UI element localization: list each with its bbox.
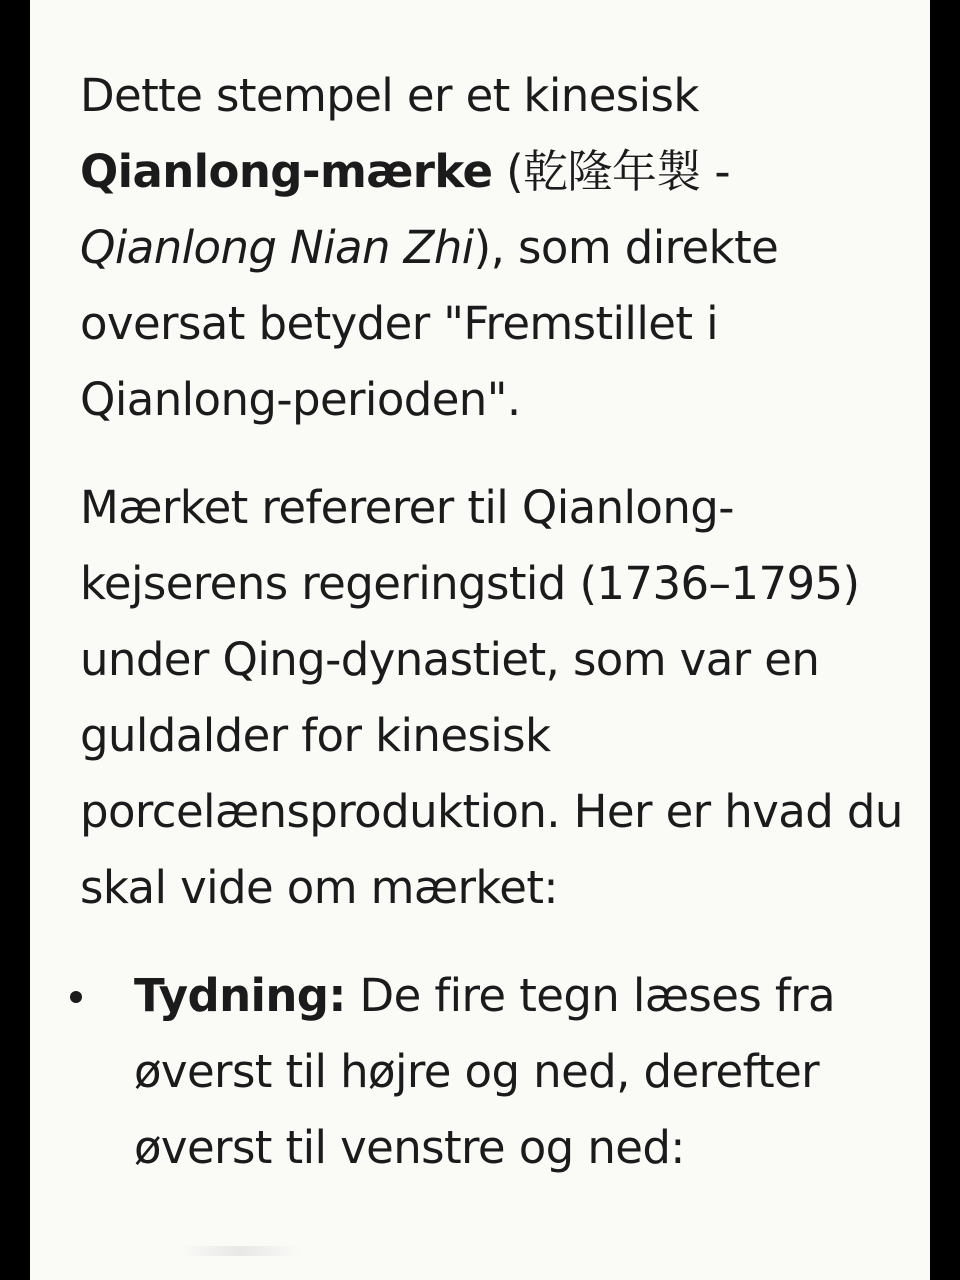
list-item — [80, 958, 910, 1186]
list-item-text: De fire tegn læses fra øverst til højre og ned, derefter øverst til venstre og ned: — [134, 969, 836, 1174]
romanization: Qianlong Nian Zhi — [80, 221, 474, 274]
paragraph-context: Mærket refererer til Qianlong-kejserens regeringstid (1736–1795) under Qing-dynastiet, som var en guldalder for kinesisk porcelænsproduktion. Her er hvad du skal vide om mærket: — [80, 481, 903, 914]
article-body — [80, 58, 910, 1186]
chinese-characters: (乾隆年製 - — [492, 145, 731, 198]
intro-text: Dette stempel er et kinesisk — [80, 69, 699, 122]
info-list — [80, 958, 910, 1186]
list-item-label: Tydning: — [134, 969, 346, 1022]
mark-name: Qianlong-mærke — [80, 145, 493, 198]
translation-text: ), som direkte oversat betyder "Fremstillet i Qianlong-perioden". — [80, 221, 779, 426]
partial-content-fade — [180, 1246, 300, 1256]
paragraph-intro — [80, 58, 910, 438]
content-page[interactable] — [30, 0, 930, 1280]
bullet-icon — [70, 991, 82, 1003]
